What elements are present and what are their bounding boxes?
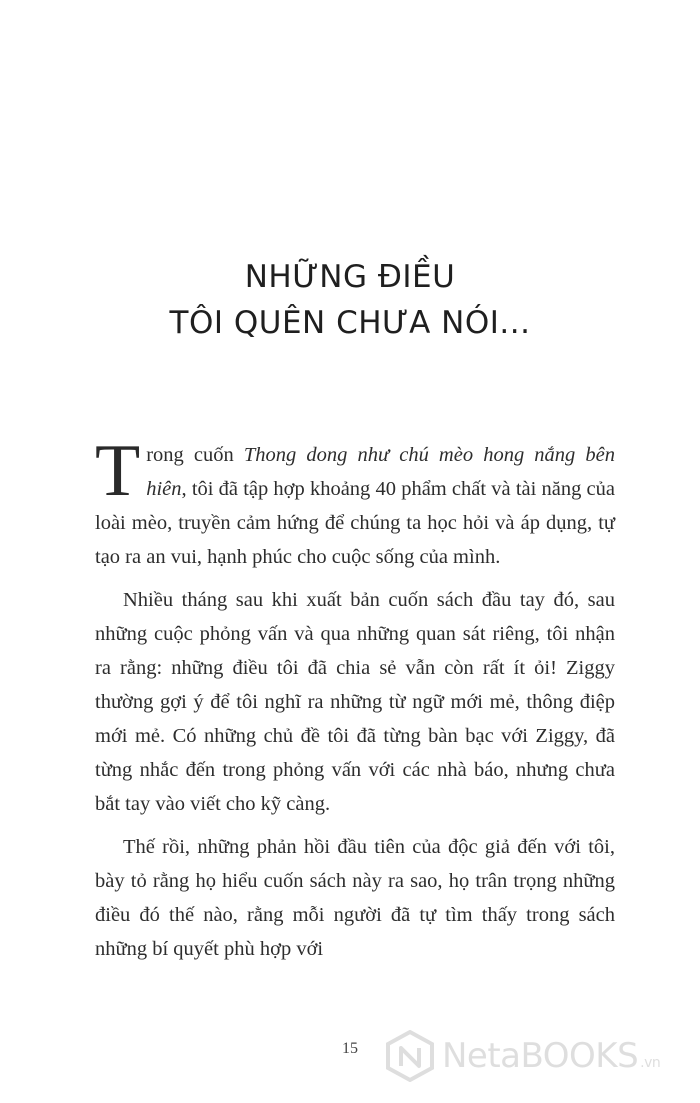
paragraph-1 — [95, 430, 615, 574]
chapter-title-line-1: NHỮNG ĐIỀU — [244, 259, 456, 295]
paragraph-1-lead: rong cuốn — [146, 444, 244, 466]
page-number: 15 — [342, 1040, 358, 1057]
paragraph-2: Nhiều tháng sau khi xuất bản cuốn sách đầu tay đó, sau những cuộc phỏng vấn và qua những quan sát riêng, tôi nhận ra rằng: những điều tôi đã chia sẻ vẫn còn rất ít ỏi! Ziggy thường gợi ý để tôi nghĩ ra những từ ngữ mới mẻ, thông điệp mới mẻ. Có những chủ đề tôi đã từng bàn bạc với Ziggy, đã từng nhắc đến trong phỏng vấn với các nhà báo, nhưng chưa bắt tay vào viết cho kỹ càng. — [95, 589, 615, 815]
paragraph-1-rest: , tôi đã tập hợp khoảng 40 phẩm chất và tài năng của loài mèo, truyền cảm hứng để chúng ta học hỏi và áp dụng, tự tạo ra an vui, hạnh phúc cho cuộc sống của mình. — [95, 478, 615, 568]
book-title-italic: Thong dong như chú mèo hong nắng bên hiên — [146, 444, 615, 500]
netabooks-logo-icon — [384, 1030, 436, 1082]
watermark-brand: NetaBOOKS — [442, 1036, 639, 1076]
chapter-title-line-2: TÔI QUÊN CHƯA NÓI... — [169, 305, 531, 341]
watermark-text — [442, 1036, 660, 1076]
paragraph-3: Thế rồi, những phản hồi đầu tiên của độc giả đến với tôi, bày tỏ rằng họ hiểu cuốn sách này ra sao, họ trân trọng những điều đó thế nào, rằng mỗi người đã tự tìm thấy trong sách những bí quyết phù hợp với — [95, 836, 615, 960]
chapter-body — [95, 430, 615, 975]
watermark-suffix: .vn — [640, 1055, 661, 1071]
chapter-title — [0, 254, 700, 346]
drop-cap: T — [95, 430, 141, 512]
watermark — [384, 1030, 660, 1082]
